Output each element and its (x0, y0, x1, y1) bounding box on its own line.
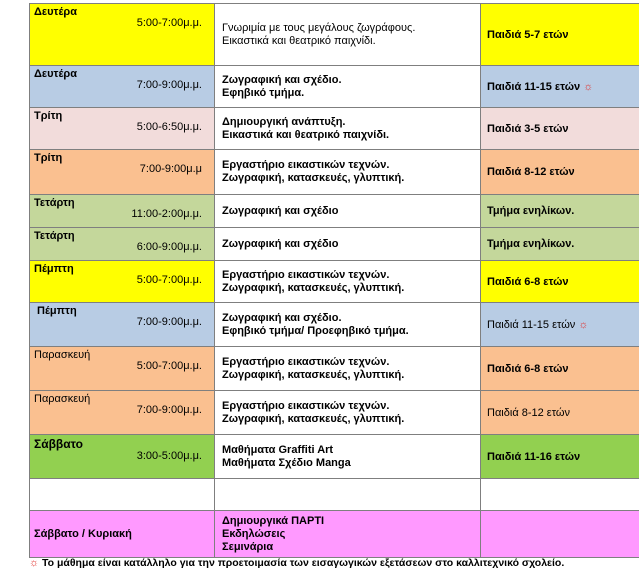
footnote-text: Το μάθημα είναι κατάλληλο για την προετοιμασία των εισαγωγικών εξετάσεων στο καλλιτεχνικό σχολείο. (42, 557, 565, 569)
description-cell (215, 347, 481, 391)
description-cell (215, 108, 481, 150)
description-cell (215, 303, 481, 347)
day-label: Παρασκευή (34, 393, 91, 405)
time-label: 7:00-9:00μ.μ. (136, 404, 202, 416)
table-row (30, 511, 639, 558)
day-time-cell (30, 391, 215, 435)
day-label: Τρίτη (34, 152, 63, 164)
group-label: Παιδιά 11-16 ετών (487, 450, 581, 463)
day-time-cell (30, 108, 215, 150)
group-label: Παιδιά 6-8 ετών (487, 275, 569, 288)
time-label: 7:00-9:00μ.μ (139, 163, 202, 175)
description-cell (215, 66, 481, 108)
description-line: Εργαστήριο εικαστικών τεχνών. (222, 399, 390, 412)
group-cell (481, 511, 639, 558)
description-line: Ζωγραφική και σχέδιο (222, 204, 339, 217)
group-label: Παιδιά 8-12 ετών (487, 166, 575, 178)
time-label: 7:00-9:00μ.μ. (136, 79, 202, 91)
sun-icon: ☼ (29, 557, 40, 569)
day-time-cell (30, 195, 215, 228)
group-cell (481, 303, 639, 347)
group-cell (481, 4, 639, 66)
footnote (29, 557, 564, 569)
description-line: Ζωγραφική, κατασκευές, γλυπτική. (222, 172, 405, 184)
table-row (30, 303, 639, 347)
day-label: Δευτέρα (34, 6, 77, 18)
description-line: Δημιουργικά ΠΑΡΤΙ (222, 514, 325, 527)
group-cell (481, 195, 639, 228)
description-cell (215, 195, 481, 228)
description-cell (215, 391, 481, 435)
group-label: Παιδιά 6-8 ετών (487, 362, 569, 375)
group-cell (481, 479, 639, 511)
group-label: Παιδιά 11-15 ετών (487, 80, 581, 93)
day-time-cell (30, 479, 215, 511)
group-cell (481, 391, 639, 435)
description-line: Ζωγραφική, κατασκευές, γλυπτική. (222, 412, 405, 425)
description-cell (215, 435, 481, 479)
day-time-cell (30, 435, 215, 479)
description-cell (215, 511, 481, 558)
group-label: Παιδιά 5-7 ετών (487, 28, 569, 41)
group-label: Παιδιά 8-12 ετών (487, 406, 570, 419)
description-line: Ζωγραφική και σχέδιο (222, 237, 339, 250)
day-time-cell (30, 4, 215, 66)
day-time-cell (30, 347, 215, 391)
group-cell (481, 66, 639, 108)
table-row (30, 150, 639, 195)
description-line: Σεμινάρια (222, 540, 274, 553)
time-label: 5:00-6:50μ.μ. (136, 121, 202, 133)
table-row (30, 435, 639, 479)
description-cell (215, 228, 481, 261)
group-label: Παιδιά 3-5 ετών (487, 122, 569, 135)
table-row (30, 66, 639, 108)
description-line: Ζωγραφική, κατασκευές, γλυπτική. (222, 368, 405, 381)
group-cell (481, 108, 639, 150)
description-line: Γνωριμία με τους μεγάλους ζωγράφους. (222, 21, 416, 34)
description-line: Εργαστήριο εικαστικών τεχνών. (222, 159, 390, 171)
table-row (30, 347, 639, 391)
description-line: Μαθήματα Graffiti Art (222, 443, 334, 456)
day-label: Δευτέρα (34, 68, 77, 80)
description-line: Εικαστικά και θεατρικό παιχνίδι. (222, 34, 376, 47)
group-label: Τμήμα ενηλίκων. (487, 238, 575, 250)
time-label: 11:00-2:00μ.μ. (131, 208, 202, 220)
time-label: 5:00-7:00μ.μ. (136, 274, 202, 286)
day-time-cell (30, 303, 215, 347)
time-label: 5:00-7:00μ.μ. (136, 17, 202, 29)
group-label: Τμήμα ενηλίκων. (487, 205, 575, 217)
table-row (30, 479, 639, 511)
description-cell (215, 4, 481, 66)
description-cell (215, 261, 481, 303)
day-label: Πέμπτη (34, 263, 74, 275)
day-label: Σάββατο / Κυριακή (34, 528, 132, 540)
table-row (30, 108, 639, 150)
sun-icon: ☼ (578, 318, 589, 331)
group-cell (481, 150, 639, 195)
day-label: Τετάρτη (34, 230, 75, 242)
day-time-cell (30, 261, 215, 303)
description-line: Εργαστήριο εικαστικών τεχνών. (222, 268, 390, 281)
description-line: Εφηβικό τμήμα. (222, 86, 305, 99)
description-line: Εκδηλώσεις (222, 527, 286, 540)
description-line: Μαθήματα Σχέδιο Manga (222, 456, 351, 469)
group-cell (481, 261, 639, 303)
description-line: Εικαστικά και θεατρικό παιχνίδι. (222, 128, 390, 141)
table-row (30, 4, 639, 66)
time-label: 5:00-7:00μ.μ. (136, 360, 202, 372)
time-label: 6:00-9:00μ.μ. (136, 241, 202, 253)
table-row (30, 391, 639, 435)
description-line: Εφηβικό τμήμα/ Προεφηβικό τμήμα. (222, 324, 409, 337)
day-time-cell (30, 150, 215, 195)
schedule-table (29, 3, 639, 558)
time-label: 3:00-5:00μ.μ. (136, 450, 202, 462)
day-time-cell (30, 228, 215, 261)
day-label: Τετάρτη (34, 197, 75, 209)
description-line: Εργαστήριο εικαστικών τεχνών. (222, 355, 390, 368)
day-label: Σάββατο (34, 437, 83, 451)
day-label: Τρίτη (34, 110, 63, 122)
description-cell (215, 479, 481, 511)
group-cell (481, 435, 639, 479)
table-row (30, 261, 639, 303)
time-label: 7:00-9:00μ.μ. (136, 316, 202, 328)
table-row (30, 195, 639, 228)
day-time-cell (30, 511, 215, 558)
table-row (30, 228, 639, 261)
description-line: Δημιουργική ανάπτυξη. (222, 115, 346, 128)
day-time-cell (30, 66, 215, 108)
day-label: Πέμπτη (37, 305, 77, 317)
group-cell (481, 228, 639, 261)
group-label: Παιδιά 11-15 ετών (487, 318, 576, 331)
group-cell (481, 347, 639, 391)
day-label: Παρασκευή (34, 349, 91, 361)
description-line: Ζωγραφική και σχέδιο. (222, 73, 342, 86)
sun-icon: ☼ (583, 80, 594, 93)
description-line: Ζωγραφική, κατασκευές, γλυπτική. (222, 281, 405, 294)
description-line: Ζωγραφική και σχέδιο. (222, 311, 342, 324)
description-cell (215, 150, 481, 195)
